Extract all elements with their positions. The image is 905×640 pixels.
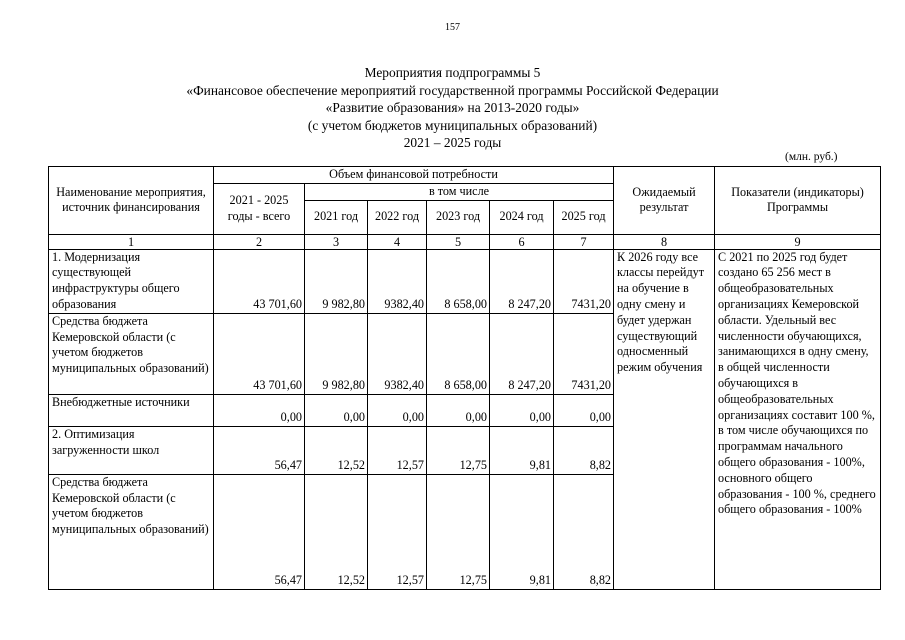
row-name: Средства бюджета Кемеровской области (с учетом бюджетов муниципальных образований) (49, 474, 214, 589)
header-name: Наименование мероприятия, источник финансирования (49, 167, 214, 235)
row-total: 56,47 (214, 426, 305, 474)
header-total: 2021 - 2025 годы - всего (214, 183, 305, 234)
row-2025: 8,82 (554, 474, 614, 589)
header-year: 2023 год (427, 200, 490, 234)
column-number: 6 (490, 234, 554, 249)
row-name: 1. Модернизация существующей инфраструктуры общего образования (49, 249, 214, 313)
header-indicators: Показатели (индикаторы) Программы (715, 167, 881, 235)
expected-result-empty (614, 426, 715, 589)
row-2023: 12,75 (427, 426, 490, 474)
column-number: 1 (49, 234, 214, 249)
column-number: 5 (427, 234, 490, 249)
row-2022: 12,57 (368, 426, 427, 474)
row-2024: 8 247,20 (490, 313, 554, 394)
heading-line-1: Мероприятия подпрограммы 5 (364, 65, 541, 80)
row-2025: 7431,20 (554, 313, 614, 394)
header-including: в том числе (305, 183, 614, 200)
row-total: 43 701,60 (214, 249, 305, 313)
row-total: 43 701,60 (214, 313, 305, 394)
header-result: Ожидаемый результат (614, 167, 715, 235)
row-2024: 9,81 (490, 474, 554, 589)
page-number: 157 (445, 22, 460, 33)
row-2021: 9 982,80 (305, 313, 368, 394)
row-2023: 8 658,00 (427, 313, 490, 394)
row-2024: 0,00 (490, 394, 554, 426)
row-name: 2. Оптимизация загруженности школ (49, 426, 214, 474)
column-number: 4 (368, 234, 427, 249)
row-name: Средства бюджета Кемеровской области (с учетом бюджетов муниципальных образований) (49, 313, 214, 394)
column-number: 9 (715, 234, 881, 249)
row-2022: 0,00 (368, 394, 427, 426)
row-2022: 9382,40 (368, 249, 427, 313)
row-2021: 12,52 (305, 426, 368, 474)
row-2021: 0,00 (305, 394, 368, 426)
indicators-text: С 2021 по 2025 год будет создано 65 256 мест в общеобразовательных организациях Кемеровской области. Удельный вес численности обучающихся, занимающихся в одну смену, в общей численности обучающихся в общеобразовательных организациях составит 100 %, в том числе обучающихся по программам начального общего образования - 100%, основного общего образования - 100 %, среднего общего образования - 100% (715, 249, 881, 589)
table-row (49, 249, 881, 313)
row-name: Внебюджетные источники (49, 394, 214, 426)
header-year: 2024 год (490, 200, 554, 234)
column-number: 7 (554, 234, 614, 249)
header-funding: Объем финансовой потребности (214, 167, 614, 184)
heading-line-5: 2021 – 2025 годы (403, 135, 502, 150)
row-2025: 7431,20 (554, 249, 614, 313)
row-2024: 8 247,20 (490, 249, 554, 313)
header-year: 2021 год (305, 200, 368, 234)
column-number: 8 (614, 234, 715, 249)
row-2022: 12,57 (368, 474, 427, 589)
row-2022: 9382,40 (368, 313, 427, 394)
header-year: 2025 год (554, 200, 614, 234)
heading-line-4: (с учетом бюджетов муниципальных образований) (307, 117, 598, 133)
row-2025: 0,00 (554, 394, 614, 426)
row-2021: 12,52 (305, 474, 368, 589)
units-label: (млн. руб.) (785, 151, 838, 163)
row-2023: 8 658,00 (427, 249, 490, 313)
row-2025: 8,82 (554, 426, 614, 474)
heading-line-3: «Развитие образования» на 2013-2020 годы» (325, 100, 580, 115)
column-number: 3 (305, 234, 368, 249)
heading-line-2: «Финансовое обеспечение мероприятий государственной программы Российской Федерации (186, 82, 719, 98)
expected-result: К 2026 году все классы перейдут на обучение в одну смену и будет удержан существующий односменный режим обучения (614, 249, 715, 426)
column-number: 2 (214, 234, 305, 249)
row-total: 56,47 (214, 474, 305, 589)
document-heading (0, 64, 905, 152)
activities-table (48, 166, 881, 590)
row-2023: 0,00 (427, 394, 490, 426)
row-total: 0,00 (214, 394, 305, 426)
row-2023: 12,75 (427, 474, 490, 589)
row-2024: 9,81 (490, 426, 554, 474)
header-year: 2022 год (368, 200, 427, 234)
row-2021: 9 982,80 (305, 249, 368, 313)
